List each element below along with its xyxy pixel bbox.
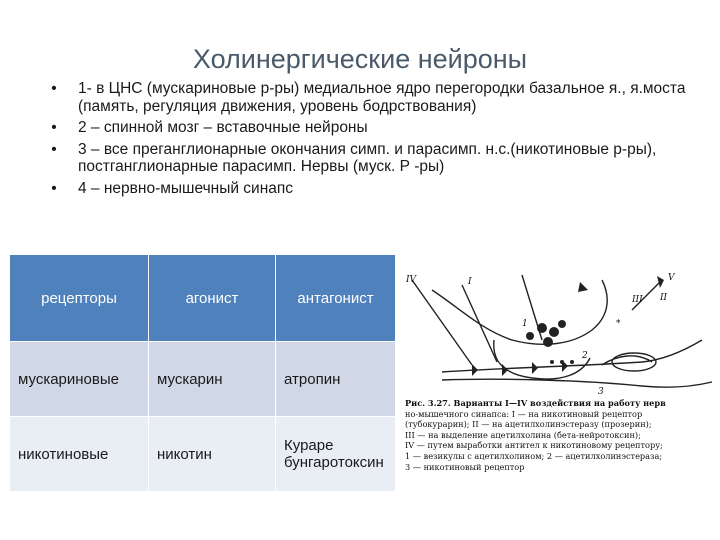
header-cell: агонист: [149, 255, 276, 342]
caption-line: 3 — никотиновый рецептор: [405, 461, 525, 472]
synapse-diagram: [402, 270, 716, 400]
diagram-label: IV: [406, 275, 417, 285]
table-cell: никотин: [149, 417, 276, 492]
bullet-text: 4 – нервно-мышечный синапс: [78, 179, 294, 197]
table-header-row: [10, 255, 396, 342]
table-cell: мускариновые: [10, 342, 149, 417]
receptor-table: [9, 254, 396, 492]
header-cell: антагонист: [276, 255, 396, 342]
bullet-list: [44, 80, 694, 202]
bullet-item: [44, 180, 694, 198]
diagram-label: 2: [582, 351, 588, 361]
table-row: [10, 417, 396, 492]
caption-line: III — на выделение ацетилхолина (бета-нейротоксин);: [405, 429, 641, 440]
table-cell: никотиновые: [10, 417, 149, 492]
bullet-item: [44, 119, 694, 137]
table-cell: Кураре бунгаротоксин: [276, 417, 396, 492]
diagram-label: V: [668, 273, 675, 283]
caption-line: Рис. 3.27. Варианты I—IV воздействия на работу нерв: [405, 398, 666, 408]
diagram-label: I: [468, 277, 472, 287]
bullet-item: [44, 80, 694, 115]
table-row: [10, 342, 396, 417]
diagram-label: III: [632, 295, 643, 305]
diagram-label: 1: [522, 319, 528, 329]
bullet-marker: •: [51, 119, 57, 137]
bullet-item: [44, 141, 694, 176]
caption-line: но-мышечного синапса: I — на никотиновый рецептор: [405, 408, 643, 419]
bullet-marker: •: [51, 80, 57, 97]
table-cell: мускарин: [149, 342, 276, 417]
bullet-text: 3 – все преганглионарные окончания симп. и парасимп. н.с.(никотиновые р-ры), постганглионарные парасимп. Нервы (муск. Р -ры): [78, 140, 657, 176]
bullet-marker: •: [51, 140, 57, 158]
diagram-label: *: [616, 319, 621, 329]
bullet-text: 1- в ЦНС (мускариновые р-ры) медиальное ядро перегородки базальное я., я.моста (память, регуляция движения, уровень бодрствования): [78, 80, 686, 115]
diagram-label: II: [660, 293, 668, 303]
slide-title: Холинергические нейроны: [192, 44, 528, 74]
caption-line: IV — путем выработки антител к никотиновому рецептору;: [405, 440, 663, 451]
table-cell: атропин: [276, 342, 396, 417]
header-cell: рецепторы: [10, 255, 149, 342]
diagram-label: 3: [598, 387, 604, 397]
figure-caption: [405, 398, 717, 472]
bullet-text: 2 – спинной мозг – вставочные нейроны: [78, 119, 368, 137]
caption-line: 1 — везикулы с ацетилхолином; 2 — ацетилхолинэстераза;: [405, 450, 663, 461]
bullet-marker: •: [51, 179, 57, 197]
caption-line: (тубокурарин); II — на ацетилхолинэстеразу (прозерин);: [405, 419, 652, 430]
